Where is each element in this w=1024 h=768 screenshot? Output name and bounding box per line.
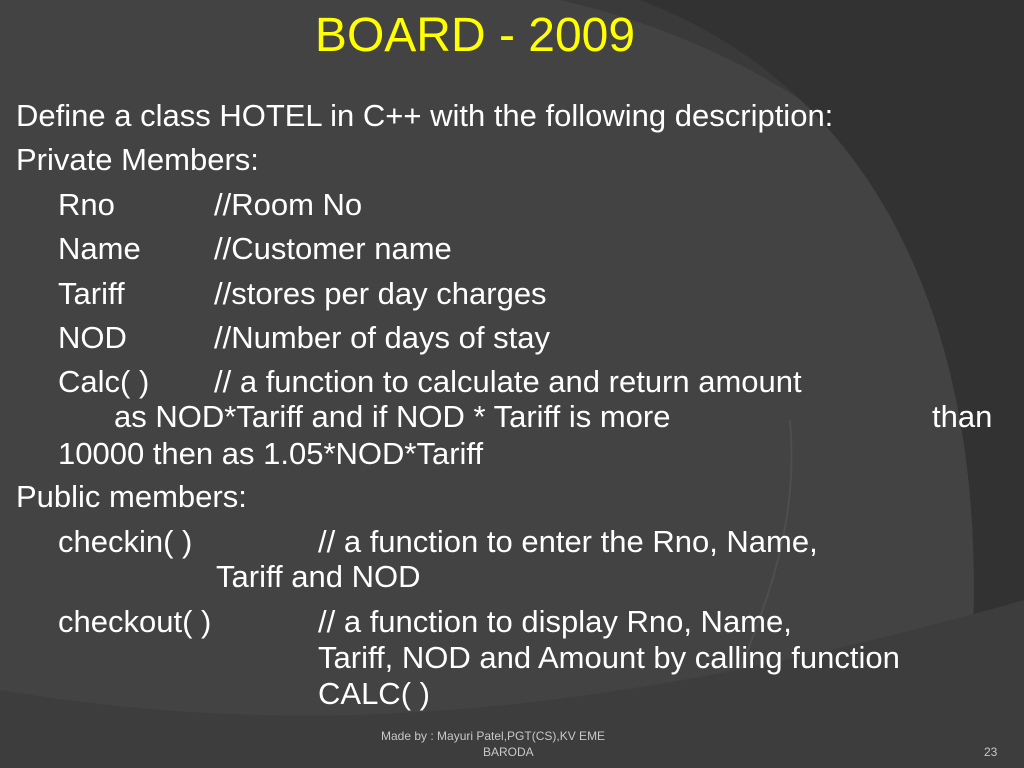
private-members-heading: Private Members: bbox=[16, 142, 259, 177]
method-name-checkout: checkout( ) bbox=[58, 604, 212, 639]
member-name-tariff: Tariff bbox=[58, 276, 125, 311]
member-name-rno: Rno bbox=[58, 187, 115, 222]
method-comment-checkout-cont-2: CALC( ) bbox=[318, 676, 430, 711]
method-comment-checkin: // a function to enter the Rno, Name, bbox=[318, 524, 818, 559]
member-name-nod: NOD bbox=[58, 320, 127, 355]
member-comment-name: //Customer name bbox=[214, 231, 452, 266]
member-comment-calc: // a function to calculate and return amount bbox=[214, 364, 802, 399]
slide-number: 23 bbox=[984, 745, 998, 759]
method-comment-checkout: // a function to display Rno, Name, bbox=[318, 604, 792, 639]
method-comment-checkin-cont: Tariff and NOD bbox=[216, 559, 421, 594]
member-comment-nod: //Number of days of stay bbox=[214, 320, 550, 355]
member-comment-tariff: //stores per day charges bbox=[214, 276, 547, 311]
footer-credit-line2: BARODA bbox=[483, 745, 534, 759]
calc-continued-final: 10000 then as 1.05*NOD*Tariff bbox=[58, 436, 484, 471]
calc-continued-line: as NOD*Tariff and if NOD * Tariff is more bbox=[114, 399, 671, 434]
intro-text: Define a class HOTEL in C++ with the following description: bbox=[16, 98, 834, 133]
member-name-name: Name bbox=[58, 231, 141, 266]
footer-credit-line1: Made by : Mayuri Patel,PGT(CS),KV EME bbox=[381, 729, 606, 743]
calc-continued-than: than bbox=[932, 399, 993, 434]
method-name-checkin: checkin( ) bbox=[58, 524, 193, 559]
method-comment-checkout-cont-1: Tariff, NOD and Amount by calling function bbox=[318, 640, 900, 675]
member-comment-rno: //Room No bbox=[214, 187, 363, 222]
member-name-calc: Calc( ) bbox=[58, 364, 150, 399]
public-members-heading: Public members: bbox=[16, 479, 247, 514]
slide-title: BOARD - 2009 bbox=[314, 9, 636, 62]
